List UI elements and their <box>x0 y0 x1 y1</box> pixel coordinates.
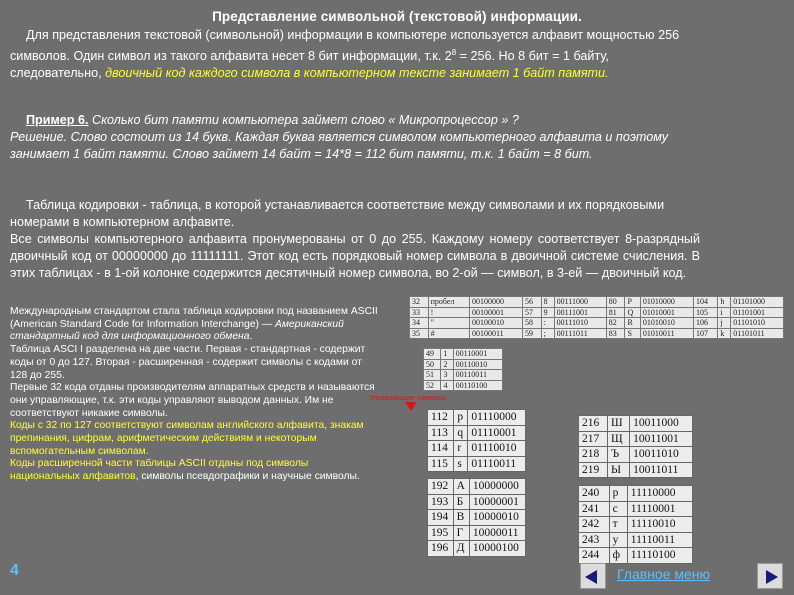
ascii-table-49 <box>423 348 503 391</box>
table-cell: 34 <box>410 318 429 329</box>
table-cell: : <box>541 318 554 329</box>
intro-text-2: = 256. Но 8 бит = 1 байту, следовательно, <box>10 49 609 81</box>
table-row <box>428 541 526 557</box>
main-menu-link[interactable]: Главное меню <box>617 566 711 582</box>
table-cell: 81 <box>606 307 625 318</box>
table-def-line1: Таблица кодировки - таблица, в которой устанавливается соответствие между символами и их порядковыми номерами в компьютерном алфавите. <box>10 198 665 229</box>
page-number: 4 <box>10 562 19 579</box>
table-cell: 217 <box>579 431 608 447</box>
table-cell: пробел <box>428 297 469 308</box>
table-cell: 107 <box>693 328 717 339</box>
table-row <box>428 441 526 457</box>
table-row <box>428 479 526 495</box>
table-row <box>428 510 526 526</box>
table-row <box>579 548 693 564</box>
table-cell: 115 <box>428 456 454 472</box>
table-row <box>424 359 503 370</box>
ascii-table-240 <box>578 485 693 564</box>
table-cell: 11110001 <box>627 501 692 517</box>
table-cell: 4 <box>441 380 453 391</box>
table-row <box>579 462 693 478</box>
table-row <box>410 297 784 308</box>
ascii-p5 <box>10 458 380 483</box>
example-paragraph <box>10 112 700 163</box>
table-cell: q <box>454 425 468 441</box>
table-cell: 195 <box>428 525 454 541</box>
control-chars-label: Управляющие символы <box>369 395 446 402</box>
table-cell: 196 <box>428 541 454 557</box>
table-cell: ; <box>541 328 554 339</box>
table-cell: 56 <box>523 297 542 308</box>
table-cell: 216 <box>579 416 608 432</box>
slide-title: Представление символьной (текстовой) информации. <box>212 9 582 24</box>
table-cell: 11110100 <box>627 548 692 564</box>
table-cell: Г <box>453 525 469 541</box>
intro-text: Для представления текстовой (символьной) информации в компьютере используется алфавит мощностью 256 символов. Один символ из такого алфавита несет 8 бит информации, т.к. 2 <box>10 28 680 64</box>
table-cell: 10000010 <box>469 510 525 526</box>
example-solution: Решение. Слово состоит из 14 букв. Каждая буква является символом компьютерного алфавита и поэтому занимает 1 байт памяти. Слово займет 14 байт = 14*8 = 112 бит памяти, т.к. 1 байт = 8 бит. <box>10 130 669 161</box>
table-row <box>579 486 693 502</box>
table-cell: 50 <box>424 359 441 370</box>
table-cell: 10000000 <box>469 479 525 495</box>
table-cell: 114 <box>428 441 454 457</box>
ascii-p1-text: Международным стандартом стала таблица кодировки под названием ASCII (American Standard Code for Information Interchange) — <box>10 306 378 330</box>
ascii-p3: Первые 32 кода отданы производителям аппаратных средств и называются они управляющие, т.к. эти коды управляют выводом данных. Им не соответствуют никакие символы. <box>10 382 375 419</box>
table-row <box>428 456 526 472</box>
table-cell: 01101011 <box>731 328 784 339</box>
table-cell: 00111011 <box>554 328 606 339</box>
table-cell: R <box>625 318 640 329</box>
table-row <box>579 501 693 517</box>
table-cell: 192 <box>428 479 454 495</box>
ascii-table-top <box>409 296 784 339</box>
table-cell: # <box>428 328 469 339</box>
ascii-table-112 <box>427 409 526 472</box>
intro-highlight: двоичный код каждого символа в компьютерном тексте занимает 1 байт памяти. <box>105 66 609 81</box>
table-def-line2: Все символы компьютерного алфавита пронумерованы от 0 до 255. Каждому номеру соответствует 8-разрядный двоичный код от 00000000 до 11111111. Этот код есть порядковый номер символа в двоичной системе счисления. В этих таблицах - в 1-ой колонке содержится десятичный номер символа, во 2-ой — символ, в 3-ей — двоичный код. <box>10 232 700 280</box>
ascii-table-192 <box>427 478 526 557</box>
table-cell: 104 <box>693 297 717 308</box>
table-cell: 01010011 <box>640 328 693 339</box>
table-cell: 51 <box>424 370 441 381</box>
table-row <box>410 328 784 339</box>
table-cell: 80 <box>606 297 625 308</box>
table-cell: 10000100 <box>469 541 525 557</box>
table-cell: 244 <box>579 548 610 564</box>
ascii-p5-text: , символы псевдографики и научные символы. <box>135 471 360 483</box>
table-cell: S <box>625 328 640 339</box>
intro-sup: 8 <box>451 48 457 57</box>
table-cell: Б <box>453 494 469 510</box>
table-cell: " <box>428 318 469 329</box>
table-cell: 113 <box>428 425 454 441</box>
table-cell: 01110000 <box>468 410 526 426</box>
ascii-description <box>10 306 380 484</box>
table-cell: 242 <box>579 517 610 533</box>
table-cell: Ы <box>607 462 629 478</box>
table-cell: 243 <box>579 532 610 548</box>
table-row <box>428 425 526 441</box>
table-row <box>424 380 503 391</box>
table-cell: Ъ <box>607 447 629 463</box>
table-cell: 106 <box>693 318 717 329</box>
table-row <box>428 410 526 426</box>
table-cell: 11110010 <box>627 517 692 533</box>
ascii-p4: Коды с 32 по 127 соответствуют символам английского алфавита, знакам препинания, цифрам, арифметическим действиям и некоторым вспомогательным символам. <box>10 420 364 457</box>
table-cell: 01010001 <box>640 307 693 318</box>
table-cell: ф <box>609 548 627 564</box>
ascii-p1-italic: Американский стандартный код для информационного обмена <box>10 318 344 343</box>
table-cell: 8 <box>541 297 554 308</box>
intro-paragraph <box>10 27 700 82</box>
prev-slide-button[interactable] <box>580 563 606 589</box>
table-cell: 00110001 <box>453 349 502 360</box>
table-cell: 241 <box>579 501 610 517</box>
ascii-p1-end: . <box>249 331 253 343</box>
table-cell: i <box>718 307 731 318</box>
table-row <box>410 307 784 318</box>
table-cell: 00100000 <box>469 297 522 308</box>
table-cell: j <box>718 318 731 329</box>
table-cell: 1 <box>441 349 453 360</box>
table-cell: 32 <box>410 297 429 308</box>
ascii-p1 <box>10 306 380 344</box>
table-cell: h <box>718 297 731 308</box>
table-cell: 35 <box>410 328 429 339</box>
table-cell: 01110010 <box>468 441 526 457</box>
table-cell: 00111010 <box>554 318 606 329</box>
table-cell: 105 <box>693 307 717 318</box>
table-cell: 9 <box>541 307 554 318</box>
table-cell: 82 <box>606 318 625 329</box>
table-cell: 00111001 <box>554 307 606 318</box>
ascii-p2: Таблица ASCI I разделена на две части. Первая - стандартная - содержит коды от 0 до 127. Вторая - расширенная - содержит символы с кодами от 128 до 255. <box>10 344 366 381</box>
ascii-p5-highlight: Коды расширенной части таблицы ASCII отданы под символы национальных алфавитов <box>10 458 309 483</box>
table-cell: Щ <box>607 431 629 447</box>
table-cell: 10000011 <box>469 525 525 541</box>
table-cell: Q <box>625 307 640 318</box>
table-cell: r <box>454 441 468 457</box>
table-cell: т <box>609 517 627 533</box>
table-cell: 193 <box>428 494 454 510</box>
table-cell: Ш <box>607 416 629 432</box>
table-cell: 00100011 <box>469 328 522 339</box>
table-cell: у <box>609 532 627 548</box>
table-row <box>428 494 526 510</box>
table-row <box>424 370 503 381</box>
table-cell: 01110001 <box>468 425 526 441</box>
table-row <box>579 416 693 432</box>
table-cell: 10011011 <box>630 462 693 478</box>
arrow-down-icon <box>405 402 417 411</box>
table-cell: 11110011 <box>627 532 692 548</box>
table-row <box>579 431 693 447</box>
table-cell: 01101001 <box>731 307 784 318</box>
table-cell: 10011001 <box>630 431 693 447</box>
table-cell: 00100001 <box>469 307 522 318</box>
arrow-right-icon <box>766 570 778 584</box>
table-cell: 10011010 <box>630 447 693 463</box>
arrow-left-icon <box>585 570 597 584</box>
table-cell: 01110011 <box>468 456 526 472</box>
table-cell: 3 <box>441 370 453 381</box>
table-cell: 52 <box>424 380 441 391</box>
table-cell: А <box>453 479 469 495</box>
table-cell: 00110010 <box>453 359 502 370</box>
table-row <box>579 447 693 463</box>
table-row <box>579 532 693 548</box>
table-cell: 01010000 <box>640 297 693 308</box>
table-cell: 01101000 <box>731 297 784 308</box>
table-cell: 00100010 <box>469 318 522 329</box>
table-cell: 11110000 <box>627 486 692 502</box>
table-cell: 83 <box>606 328 625 339</box>
table-cell: 00110100 <box>453 380 502 391</box>
table-cell: P <box>625 297 640 308</box>
table-cell: 00111000 <box>554 297 606 308</box>
table-cell: В <box>453 510 469 526</box>
table-cell: 58 <box>523 318 542 329</box>
table-definition <box>10 197 700 282</box>
table-cell: 01101010 <box>731 318 784 329</box>
table-cell: Д <box>453 541 469 557</box>
table-row <box>424 349 503 360</box>
table-cell: 10000001 <box>469 494 525 510</box>
table-row <box>410 318 784 329</box>
table-cell: 49 <box>424 349 441 360</box>
table-cell: 112 <box>428 410 454 426</box>
table-cell: с <box>609 501 627 517</box>
table-cell: 218 <box>579 447 608 463</box>
table-row <box>579 517 693 533</box>
example-question: Сколько бит памяти компьютера займет слово « Микропроцессор » ? <box>88 113 519 127</box>
table-cell: р <box>609 486 627 502</box>
table-cell: s <box>454 456 468 472</box>
table-row <box>428 525 526 541</box>
table-cell: k <box>718 328 731 339</box>
table-cell: 10011000 <box>630 416 693 432</box>
table-cell: 57 <box>523 307 542 318</box>
table-cell: 59 <box>523 328 542 339</box>
table-cell: ! <box>428 307 469 318</box>
table-cell: p <box>454 410 468 426</box>
table-cell: 240 <box>579 486 610 502</box>
table-cell: 2 <box>441 359 453 370</box>
ascii-table-216 <box>578 415 693 478</box>
table-cell: 194 <box>428 510 454 526</box>
table-cell: 00110011 <box>453 370 502 381</box>
example-label: Пример 6. <box>26 113 89 127</box>
next-slide-button[interactable] <box>757 563 783 589</box>
table-cell: 33 <box>410 307 429 318</box>
table-cell: 219 <box>579 462 608 478</box>
table-cell: 01010010 <box>640 318 693 329</box>
